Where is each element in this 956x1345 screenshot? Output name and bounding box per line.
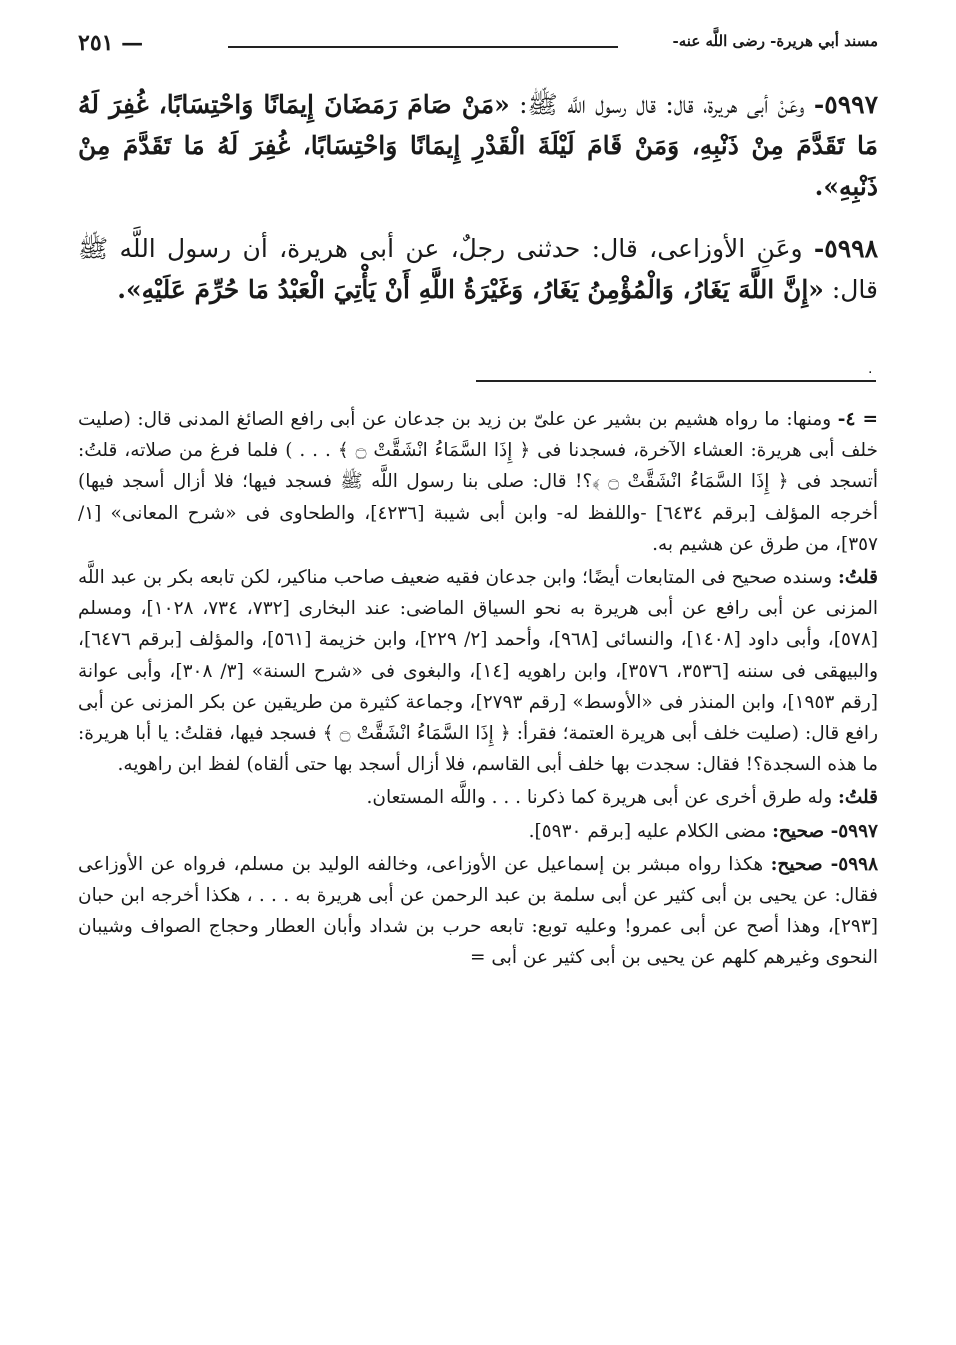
footnote-comment — [78, 782, 878, 813]
footnote-comment — [78, 562, 878, 780]
footnote-lead: قلتُ: — [838, 787, 878, 809]
footnote-5998 — [78, 849, 878, 974]
running-title: مسند أبي هريرة- رضى اللَّه عنه- — [672, 32, 878, 50]
hadith-5997 — [78, 84, 878, 207]
footnote-text: وله طرق أخرى عن أبى هريرة كما ذكرنا . . . واللَّه المستعان. — [366, 787, 833, 809]
footnotes — [78, 404, 878, 976]
footnote-lead: = ٤- — [837, 409, 878, 430]
footnote-continuation — [78, 404, 878, 560]
page-number: — ٢٥١ — [78, 30, 144, 56]
footnote-5997 — [78, 816, 878, 847]
footnote-lead: قلتُ: — [838, 567, 878, 589]
footnote-text: هكذا رواه مبشر بن إسماعيل عن الأوزاعى، وخالفه الوليد بن مسلم، فرواه عن الأوزاعى فقال: عن يحيى بن أبى كثير عن أبى سلمة بن عبد الرحمن عن أبى هريرة به . . . ، هكذا أخرجه ابن حبان [٢٩٣]، وهذا أصح عن أبى عمرو! وعليه توبع: تابعه حرب بن شداد وأبان العطار وحجاج الصواف وشيبان النحوى وغيرهم كلهم عن يحيى بن أبى كثير عن أبى = — [78, 853, 878, 969]
hadith-quote: «مَنْ صَامَ رَمَضَانَ إِيمَانًا وَاحْتِسَابًا، غُفِرَ لَهُ مَا تَقَدَّمَ مِنْ ذَنْبِهِ، وَمَنْ قَامَ لَيْلَةَ الْقَدْرِ إِيمَانًا وَاحْتِسَابًا، غُفِرَ لَهُ مَا تَقَدَّمَ مِنْ ذَنْبِهِ». — [78, 90, 878, 201]
page-header — [78, 30, 878, 64]
hadith-number: ٥٩٩٨- — [813, 234, 878, 263]
hadith-intro: وعَنِ الأوزاعى، قال: حدثنى رجلٌ، عن أبى هريرة، أن رسول اللَّه ﷺ قال: — [78, 234, 878, 304]
hadith-quote: «إِنَّ اللَّهَ يَغَارُ، وَالْمُؤْمِنُ يَغَارُ، وَغَيْرَةُ اللَّهِ أَنْ يَأْتِيَ الْعَبْدُ مَا حُرِّمَ عَلَيْهِ». — [117, 275, 824, 304]
end-mark: ٠ — [866, 364, 874, 380]
header-rule — [228, 46, 618, 48]
hadith-text — [78, 84, 878, 331]
footnote-lead: ٥٩٩٨- صحيح: — [770, 853, 879, 875]
hadith-intro: وعَنْ أبى هريرة، قال: قال رسول اللَّه ﷺ: — [519, 90, 805, 119]
footnote-text: مضى الكلام عليه [برقم ٥٩٣٠]. — [528, 820, 767, 842]
footnote-text: وسنده صحيح فى المتابعات أيضًا؛ وابن جدعان فقيه ضعيف صاحب مناكير، لكن تابعه بكر بن عبد اللَّه المزنى عن أبى رافع عن أبى هريرة به نحو السياق الماضى: عند البخارى [٧٣٢، ٧٣٤، ١٠٢٨]، ومسلم [٥٧٨]، وأبى داود [١٤٠٨]، والنسائى [٩٦٨]، وأحمد [٢/ ٢٢٩]، وابن خزيمة [٥٦١]، والمؤلف [برقم ٦٤٧٦]، والبيهقى فى سننه [٣٥٣٦، ٣٥٧٦]، وابن راهويه [١٤]، والبغوى فى «شرح السنة» [٣/ ٣٠٨]، وأبى عوانة [رقم ١٩٥٣]، وابن المنذر فى «الأوسط» [رقم ٢٧٩٣]، وجماعة كثيرة من طريقين عن بكر المزنى عن أبى رافع قال: (صليت خلف أبى هريرة العتمة؛ فقرأ: ﴿ إِذَا السَّمَاءُ انْشَقَّتْ ۝ ﴾ فسجد فيها، فقلتُ: يا أبا هريرة: ما هذه السجدة؟! فقال: سجدت بها خلف أبى القاسم، فلا أزال أسجد بها حتى ألقاه) لفظ ابن راهويه. — [78, 567, 879, 776]
hadith-number: ٥٩٩٧- — [813, 90, 878, 119]
footnote-text: ومنها: ما رواه هشيم بن بشير عن علىّ بن زيد بن جدعان عن أبى رافع الصائغ المدنى قال: (صليت خلف أبى هريرة: العشاء الآخرة، فسجدنا فى ﴿ إِذَا السَّمَاءُ انْشَقَّتْ ۝ ﴾ . . . ) فلما فرغ من صلاته، قلتُ: أتسجد فى ﴿ إِذَا السَّمَاءُ انْشَقَّتْ ۝ ﴾؟! قال: صلى بنا رسول اللَّه ﷺ فسجد فيها؛ فلا أزال أسجد فيها) أخرجه المؤلف [برقم ٦٤٣٤] -واللفظ له- وابن أبى شيبة [٤٢٣٦]، والطحاوى فى «شرح المعانى» [١/ ٣٥٧]، من طرق عن هشيم به. — [78, 409, 879, 555]
footnote-divider — [476, 380, 876, 382]
footnote-lead: ٥٩٩٧- صحيح: — [772, 820, 878, 842]
hadith-5998 — [78, 228, 878, 310]
